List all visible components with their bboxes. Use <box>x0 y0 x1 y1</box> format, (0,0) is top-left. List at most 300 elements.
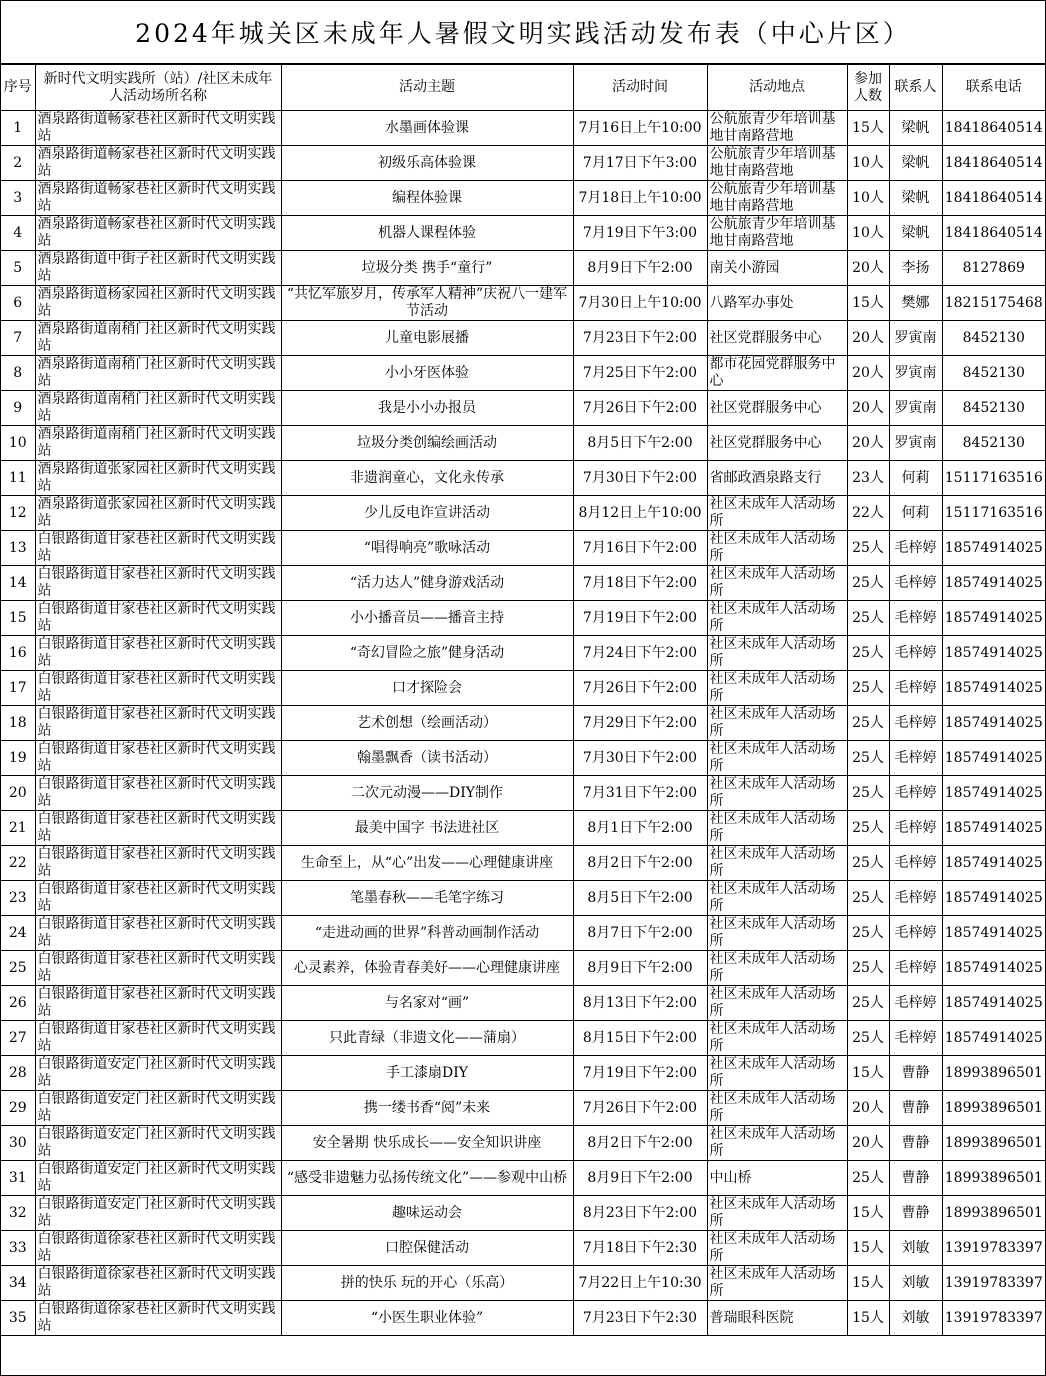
cell-contact-person: 毛梓婷 <box>889 811 942 846</box>
cell-contact-person: 何莉 <box>889 496 942 531</box>
cell-contact-phone: 18993896501 <box>942 1091 1045 1126</box>
cell-contact-phone: 8127869 <box>942 251 1045 286</box>
cell-activity-place: 省邮政酒泉路支行 <box>707 461 847 496</box>
cell-activity-place: 社区未成年人活动场所 <box>707 566 847 601</box>
cell-site-name: 白银路街道甘家巷社区新时代文明实践站 <box>35 741 281 776</box>
cell-contact-phone: 13919783397 <box>942 1301 1045 1336</box>
cell-contact-person: 梁帆 <box>889 181 942 216</box>
cell-contact-person: 曹静 <box>889 1126 942 1161</box>
cell-activity-place: 社区党群服务中心 <box>707 391 847 426</box>
cell-activity-topic: 艺术创想（绘画活动） <box>281 706 573 741</box>
cell-activity-topic: “唱得响亮”歌咏活动 <box>281 531 573 566</box>
cell-site-name: 白银路街道甘家巷社区新时代文明实践站 <box>35 846 281 881</box>
cell-contact-phone: 18993896501 <box>942 1056 1045 1091</box>
cell-activity-topic: “奇幻冒险之旅”健身活动 <box>281 636 573 671</box>
cell-activity-time: 8月15日下午2:00 <box>573 1021 707 1056</box>
cell-activity-time: 7月19日下午3:00 <box>573 216 707 251</box>
table-row <box>1 776 1045 811</box>
cell-activity-topic: 只此青绿（非遗文化——蒲扇） <box>281 1021 573 1056</box>
table-row <box>1 321 1045 356</box>
cell-contact-phone: 18993896501 <box>942 1196 1045 1231</box>
cell-no: 23 <box>1 881 35 916</box>
cell-participant-count: 25人 <box>847 706 889 741</box>
cell-no: 2 <box>1 146 35 181</box>
cell-no: 24 <box>1 916 35 951</box>
cell-activity-time: 7月19日下午2:00 <box>573 601 707 636</box>
cell-site-name: 酒泉路街道畅家巷社区新时代文明实践站 <box>35 111 281 146</box>
cell-activity-time: 7月25日下午2:00 <box>573 356 707 391</box>
cell-site-name: 白银路街道甘家巷社区新时代文明实践站 <box>35 811 281 846</box>
cell-site-name: 酒泉路街道南稍门社区新时代文明实践站 <box>35 356 281 391</box>
cell-contact-person: 曹静 <box>889 1161 942 1196</box>
table-row <box>1 1266 1045 1301</box>
cell-activity-place: 社区未成年人活动场所 <box>707 706 847 741</box>
cell-activity-topic: 儿童电影展播 <box>281 321 573 356</box>
cell-no: 6 <box>1 286 35 321</box>
cell-site-name: 白银路街道安定门社区新时代文明实践站 <box>35 1126 281 1161</box>
cell-activity-place: 社区未成年人活动场所 <box>707 811 847 846</box>
cell-activity-place: 社区未成年人活动场所 <box>707 1091 847 1126</box>
cell-no: 25 <box>1 951 35 986</box>
table-row <box>1 461 1045 496</box>
cell-activity-time: 7月29日下午2:00 <box>573 706 707 741</box>
cell-contact-person: 毛梓婷 <box>889 776 942 811</box>
cell-contact-person: 毛梓婷 <box>889 671 942 706</box>
cell-participant-count: 25人 <box>847 566 889 601</box>
cell-contact-person: 毛梓婷 <box>889 1021 942 1056</box>
cell-contact-person: 毛梓婷 <box>889 986 942 1021</box>
table-row <box>1 706 1045 741</box>
cell-activity-topic: 口腔保健活动 <box>281 1231 573 1266</box>
cell-site-name: 白银路街道甘家巷社区新时代文明实践站 <box>35 776 281 811</box>
header-cell-time: 活动时间 <box>573 65 707 111</box>
cell-participant-count: 15人 <box>847 1301 889 1336</box>
cell-activity-place: 社区未成年人活动场所 <box>707 881 847 916</box>
cell-contact-phone: 18574914025 <box>942 671 1045 706</box>
header-cell-phone: 联系电话 <box>942 65 1045 111</box>
cell-contact-phone: 18993896501 <box>942 1161 1045 1196</box>
table-row <box>1 1056 1045 1091</box>
cell-contact-person: 樊娜 <box>889 286 942 321</box>
cell-activity-time: 7月22日上午10:30 <box>573 1266 707 1301</box>
cell-participant-count: 25人 <box>847 846 889 881</box>
cell-activity-topic: “共忆军旅岁月，传承军人精神”庆祝八一建军节活动 <box>281 286 573 321</box>
cell-contact-person: 曹静 <box>889 1056 942 1091</box>
cell-contact-phone: 18574914025 <box>942 951 1045 986</box>
cell-contact-person: 罗寅南 <box>889 321 942 356</box>
cell-site-name: 白银路街道甘家巷社区新时代文明实践站 <box>35 671 281 706</box>
cell-contact-phone: 15117163516 <box>942 496 1045 531</box>
cell-activity-time: 7月30日下午2:00 <box>573 461 707 496</box>
cell-contact-phone: 18574914025 <box>942 776 1045 811</box>
cell-activity-place: 社区未成年人活动场所 <box>707 1231 847 1266</box>
table-row <box>1 216 1045 251</box>
table-row <box>1 426 1045 461</box>
cell-site-name: 白银路街道甘家巷社区新时代文明实践站 <box>35 986 281 1021</box>
table-row <box>1 811 1045 846</box>
cell-activity-topic: 手工漆扇DIY <box>281 1056 573 1091</box>
cell-participant-count: 10人 <box>847 216 889 251</box>
cell-contact-person: 毛梓婷 <box>889 636 942 671</box>
cell-contact-phone: 18574914025 <box>942 531 1045 566</box>
cell-contact-phone: 18418640514 <box>942 111 1045 146</box>
cell-no: 11 <box>1 461 35 496</box>
cell-activity-topic: 小小播音员——播音主持 <box>281 601 573 636</box>
cell-contact-phone: 13919783397 <box>942 1266 1045 1301</box>
header-cell-contact: 联系人 <box>889 65 942 111</box>
cell-activity-place: 社区未成年人活动场所 <box>707 776 847 811</box>
cell-activity-place: 社区未成年人活动场所 <box>707 741 847 776</box>
cell-site-name: 白银路街道安定门社区新时代文明实践站 <box>35 1196 281 1231</box>
cell-activity-topic: 非遗润童心，文化永传承 <box>281 461 573 496</box>
cell-participant-count: 20人 <box>847 321 889 356</box>
table-row <box>1 1301 1045 1336</box>
cell-contact-person: 罗寅南 <box>889 426 942 461</box>
cell-contact-phone: 18418640514 <box>942 181 1045 216</box>
cell-site-name: 白银路街道甘家巷社区新时代文明实践站 <box>35 1021 281 1056</box>
table-row <box>1 881 1045 916</box>
cell-activity-place: 公航旅青少年培训基地甘南路营地 <box>707 216 847 251</box>
cell-activity-topic: 编程体验课 <box>281 181 573 216</box>
cell-site-name: 白银路街道甘家巷社区新时代文明实践站 <box>35 951 281 986</box>
cell-site-name: 酒泉路街道杨家园社区新时代文明实践站 <box>35 286 281 321</box>
cell-activity-time: 7月19日下午2:00 <box>573 1056 707 1091</box>
cell-activity-time: 7月30日下午2:00 <box>573 741 707 776</box>
cell-contact-phone: 8452130 <box>942 356 1045 391</box>
cell-activity-topic: 口才探险会 <box>281 671 573 706</box>
cell-contact-phone: 18574914025 <box>942 846 1045 881</box>
cell-activity-place: 都市花园党群服务中心 <box>707 356 847 391</box>
cell-activity-place: 八路军办事处 <box>707 286 847 321</box>
cell-activity-topic: “小医生职业体验” <box>281 1301 573 1336</box>
cell-activity-time: 7月24日下午2:00 <box>573 636 707 671</box>
cell-site-name: 酒泉路街道南稍门社区新时代文明实践站 <box>35 321 281 356</box>
cell-participant-count: 20人 <box>847 391 889 426</box>
cell-activity-time: 7月16日上午10:00 <box>573 111 707 146</box>
cell-no: 27 <box>1 1021 35 1056</box>
cell-no: 21 <box>1 811 35 846</box>
cell-site-name: 白银路街道徐家巷社区新时代文明实践站 <box>35 1301 281 1336</box>
table-row <box>1 496 1045 531</box>
cell-activity-topic: “感受非遗魅力弘扬传统文化”——参观中山桥 <box>281 1161 573 1196</box>
cell-participant-count: 10人 <box>847 146 889 181</box>
cell-participant-count: 15人 <box>847 286 889 321</box>
cell-activity-topic: 垃圾分类创编绘画活动 <box>281 426 573 461</box>
cell-participant-count: 25人 <box>847 1021 889 1056</box>
cell-activity-time: 7月18日下午2:00 <box>573 566 707 601</box>
cell-activity-place: 公航旅青少年培训基地甘南路营地 <box>707 111 847 146</box>
cell-activity-place: 社区未成年人活动场所 <box>707 671 847 706</box>
cell-activity-topic: 水墨画体验课 <box>281 111 573 146</box>
cell-activity-topic: 与名家对“画” <box>281 986 573 1021</box>
cell-activity-time: 8月9日下午2:00 <box>573 251 707 286</box>
cell-participant-count: 25人 <box>847 951 889 986</box>
cell-contact-person: 何莉 <box>889 461 942 496</box>
cell-contact-phone: 18215175468 <box>942 286 1045 321</box>
cell-no: 35 <box>1 1301 35 1336</box>
cell-participant-count: 10人 <box>847 181 889 216</box>
cell-contact-person: 罗寅南 <box>889 356 942 391</box>
cell-participant-count: 15人 <box>847 1056 889 1091</box>
cell-contact-phone: 18993896501 <box>942 1126 1045 1161</box>
cell-participant-count: 25人 <box>847 1161 889 1196</box>
cell-no: 33 <box>1 1231 35 1266</box>
table-row <box>1 391 1045 426</box>
cell-activity-topic: 少儿反电诈宣讲活动 <box>281 496 573 531</box>
cell-site-name: 白银路街道徐家巷社区新时代文明实践站 <box>35 1266 281 1301</box>
table-row <box>1 916 1045 951</box>
table-row <box>1 1126 1045 1161</box>
cell-participant-count: 20人 <box>847 1126 889 1161</box>
cell-contact-person: 梁帆 <box>889 216 942 251</box>
table-row <box>1 146 1045 181</box>
cell-site-name: 白银路街道安定门社区新时代文明实践站 <box>35 1091 281 1126</box>
cell-activity-topic: 我是小小办报员 <box>281 391 573 426</box>
cell-contact-phone: 15117163516 <box>942 461 1045 496</box>
cell-contact-person: 毛梓婷 <box>889 951 942 986</box>
cell-activity-place: 社区未成年人活动场所 <box>707 601 847 636</box>
cell-participant-count: 22人 <box>847 496 889 531</box>
cell-no: 34 <box>1 1266 35 1301</box>
cell-activity-topic: “走进动画的世界”科普动画制作活动 <box>281 916 573 951</box>
cell-activity-place: 社区党群服务中心 <box>707 426 847 461</box>
cell-contact-person: 毛梓婷 <box>889 601 942 636</box>
cell-contact-phone: 8452130 <box>942 321 1045 356</box>
cell-activity-place: 公航旅青少年培训基地甘南路营地 <box>707 146 847 181</box>
cell-participant-count: 25人 <box>847 776 889 811</box>
cell-no: 26 <box>1 986 35 1021</box>
cell-contact-person: 毛梓婷 <box>889 916 942 951</box>
cell-activity-place: 社区未成年人活动场所 <box>707 1126 847 1161</box>
cell-contact-phone: 18574914025 <box>942 741 1045 776</box>
cell-activity-topic: “活力达人”健身游戏活动 <box>281 566 573 601</box>
cell-participant-count: 15人 <box>847 111 889 146</box>
cell-activity-place: 南关小游园 <box>707 251 847 286</box>
cell-participant-count: 23人 <box>847 461 889 496</box>
cell-activity-topic: 生命至上，从“心”出发——心理健康讲座 <box>281 846 573 881</box>
cell-site-name: 酒泉路街道南稍门社区新时代文明实践站 <box>35 426 281 461</box>
cell-contact-person: 刘敏 <box>889 1266 942 1301</box>
cell-activity-time: 8月13日下午2:00 <box>573 986 707 1021</box>
cell-activity-place: 社区未成年人活动场所 <box>707 1056 847 1091</box>
cell-no: 30 <box>1 1126 35 1161</box>
cell-activity-time: 7月31日下午2:00 <box>573 776 707 811</box>
table-row <box>1 671 1045 706</box>
cell-activity-place: 社区未成年人活动场所 <box>707 986 847 1021</box>
cell-activity-time: 8月12日上午10:00 <box>573 496 707 531</box>
cell-activity-topic: 小小牙医体验 <box>281 356 573 391</box>
cell-site-name: 白银路街道甘家巷社区新时代文明实践站 <box>35 636 281 671</box>
cell-activity-time: 7月16日下午2:00 <box>573 531 707 566</box>
cell-activity-place: 中山桥 <box>707 1161 847 1196</box>
cell-activity-place: 社区未成年人活动场所 <box>707 1196 847 1231</box>
page-title: 2024年城关区未成年人暑假文明实践活动发布表（中心片区） <box>1 1 1045 64</box>
cell-contact-person: 曹静 <box>889 1196 942 1231</box>
cell-activity-topic: 携一缕书香“阅”未来 <box>281 1091 573 1126</box>
cell-participant-count: 20人 <box>847 426 889 461</box>
cell-activity-time: 8月9日下午2:00 <box>573 951 707 986</box>
cell-site-name: 白银路街道甘家巷社区新时代文明实践站 <box>35 566 281 601</box>
cell-activity-place: 社区未成年人活动场所 <box>707 496 847 531</box>
cell-participant-count: 25人 <box>847 636 889 671</box>
table-row <box>1 111 1045 146</box>
cell-no: 16 <box>1 636 35 671</box>
cell-contact-person: 李扬 <box>889 251 942 286</box>
cell-contact-phone: 18418640514 <box>942 146 1045 181</box>
cell-participant-count: 20人 <box>847 356 889 391</box>
cell-activity-time: 8月2日下午2:00 <box>573 846 707 881</box>
cell-activity-topic: 安全暑期 快乐成长——安全知识讲座 <box>281 1126 573 1161</box>
cell-site-name: 白银路街道甘家巷社区新时代文明实践站 <box>35 706 281 741</box>
cell-site-name: 白银路街道甘家巷社区新时代文明实践站 <box>35 916 281 951</box>
cell-contact-phone: 18574914025 <box>942 636 1045 671</box>
cell-contact-person: 刘敏 <box>889 1231 942 1266</box>
cell-no: 17 <box>1 671 35 706</box>
table-row <box>1 1021 1045 1056</box>
cell-contact-phone: 18574914025 <box>942 566 1045 601</box>
cell-participant-count: 25人 <box>847 601 889 636</box>
cell-contact-phone: 18574914025 <box>942 986 1045 1021</box>
cell-participant-count: 20人 <box>847 1091 889 1126</box>
cell-contact-person: 毛梓婷 <box>889 706 942 741</box>
cell-site-name: 白银路街道安定门社区新时代文明实践站 <box>35 1161 281 1196</box>
cell-participant-count: 25人 <box>847 741 889 776</box>
cell-activity-time: 7月23日下午2:30 <box>573 1301 707 1336</box>
cell-contact-phone: 18574914025 <box>942 601 1045 636</box>
cell-no: 3 <box>1 181 35 216</box>
cell-contact-person: 曹静 <box>889 1091 942 1126</box>
cell-activity-place: 社区未成年人活动场所 <box>707 1266 847 1301</box>
cell-contact-phone: 13919783397 <box>942 1231 1045 1266</box>
cell-activity-time: 8月2日下午2:00 <box>573 1126 707 1161</box>
cell-activity-place: 社区未成年人活动场所 <box>707 951 847 986</box>
cell-activity-topic: 初级乐高体验课 <box>281 146 573 181</box>
cell-participant-count: 15人 <box>847 1231 889 1266</box>
cell-participant-count: 15人 <box>847 1196 889 1231</box>
cell-activity-time: 8月7日下午2:00 <box>573 916 707 951</box>
cell-activity-time: 8月1日下午2:00 <box>573 811 707 846</box>
cell-no: 20 <box>1 776 35 811</box>
cell-contact-person: 罗寅南 <box>889 391 942 426</box>
cell-activity-topic: 机器人课程体验 <box>281 216 573 251</box>
cell-activity-place: 社区未成年人活动场所 <box>707 531 847 566</box>
cell-activity-topic: 最美中国字 书法进社区 <box>281 811 573 846</box>
cell-site-name: 白银路街道安定门社区新时代文明实践站 <box>35 1056 281 1091</box>
cell-no: 8 <box>1 356 35 391</box>
cell-participant-count: 20人 <box>847 251 889 286</box>
cell-activity-time: 7月18日下午2:30 <box>573 1231 707 1266</box>
cell-site-name: 酒泉路街道畅家巷社区新时代文明实践站 <box>35 216 281 251</box>
table-row <box>1 286 1045 321</box>
cell-activity-topic: 二次元动漫——DIY制作 <box>281 776 573 811</box>
cell-contact-phone: 18574914025 <box>942 881 1045 916</box>
cell-contact-phone: 18574914025 <box>942 1021 1045 1056</box>
cell-no: 15 <box>1 601 35 636</box>
cell-participant-count: 25人 <box>847 986 889 1021</box>
cell-contact-person: 梁帆 <box>889 146 942 181</box>
cell-site-name: 白银路街道徐家巷社区新时代文明实践站 <box>35 1231 281 1266</box>
cell-site-name: 酒泉路街道南稍门社区新时代文明实践站 <box>35 391 281 426</box>
cell-contact-phone: 8452130 <box>942 391 1045 426</box>
cell-activity-time: 7月18日上午10:00 <box>573 181 707 216</box>
table-row <box>1 951 1045 986</box>
cell-contact-person: 梁帆 <box>889 111 942 146</box>
table-row <box>1 1091 1045 1126</box>
cell-contact-person: 毛梓婷 <box>889 741 942 776</box>
cell-contact-phone: 18574914025 <box>942 811 1045 846</box>
cell-participant-count: 25人 <box>847 671 889 706</box>
cell-site-name: 酒泉路街道畅家巷社区新时代文明实践站 <box>35 181 281 216</box>
cell-activity-topic: 翰墨飘香（读书活动） <box>281 741 573 776</box>
cell-activity-time: 8月23日下午2:00 <box>573 1196 707 1231</box>
cell-activity-place: 普瑞眼科医院 <box>707 1301 847 1336</box>
header-cell-site: 新时代文明实践所（站）/社区未成年人活动场所名称 <box>35 65 281 111</box>
cell-no: 32 <box>1 1196 35 1231</box>
header-row <box>1 65 1045 111</box>
header-cell-topic: 活动主题 <box>281 65 573 111</box>
cell-no: 12 <box>1 496 35 531</box>
cell-no: 29 <box>1 1091 35 1126</box>
cell-no: 4 <box>1 216 35 251</box>
table-row <box>1 566 1045 601</box>
cell-site-name: 白银路街道甘家巷社区新时代文明实践站 <box>35 531 281 566</box>
cell-activity-place: 公航旅青少年培训基地甘南路营地 <box>707 181 847 216</box>
cell-contact-phone: 18418640514 <box>942 216 1045 251</box>
cell-site-name: 酒泉路街道中街子社区新时代文明实践站 <box>35 251 281 286</box>
activity-table <box>1 64 1045 1336</box>
cell-contact-phone: 18574914025 <box>942 916 1045 951</box>
cell-site-name: 酒泉路街道张家园社区新时代文明实践站 <box>35 461 281 496</box>
header-cell-count: 参加人数 <box>847 65 889 111</box>
cell-activity-topic: 垃圾分类 携手“童行” <box>281 251 573 286</box>
header-cell-place: 活动地点 <box>707 65 847 111</box>
table-row <box>1 986 1045 1021</box>
table-row <box>1 1196 1045 1231</box>
cell-site-name: 白银路街道甘家巷社区新时代文明实践站 <box>35 601 281 636</box>
table-row <box>1 181 1045 216</box>
cell-activity-time: 7月26日下午2:00 <box>573 391 707 426</box>
cell-no: 31 <box>1 1161 35 1196</box>
cell-no: 10 <box>1 426 35 461</box>
cell-site-name: 酒泉路街道畅家巷社区新时代文明实践站 <box>35 146 281 181</box>
cell-activity-place: 社区未成年人活动场所 <box>707 916 847 951</box>
cell-activity-time: 7月30日上午10:00 <box>573 286 707 321</box>
cell-no: 5 <box>1 251 35 286</box>
cell-no: 22 <box>1 846 35 881</box>
table-row <box>1 846 1045 881</box>
cell-contact-person: 刘敏 <box>889 1301 942 1336</box>
table-row <box>1 356 1045 391</box>
cell-contact-phone: 18574914025 <box>942 706 1045 741</box>
cell-activity-time: 8月9日下午2:00 <box>573 1161 707 1196</box>
table-row <box>1 251 1045 286</box>
cell-no: 18 <box>1 706 35 741</box>
cell-site-name: 酒泉路街道张家园社区新时代文明实践站 <box>35 496 281 531</box>
cell-contact-person: 毛梓婷 <box>889 881 942 916</box>
cell-activity-topic: 心灵素养，体验青春美好——心理健康讲座 <box>281 951 573 986</box>
table-body <box>1 111 1045 1336</box>
table-row <box>1 1231 1045 1266</box>
cell-activity-time: 7月26日下午2:00 <box>573 671 707 706</box>
cell-activity-topic: 趣味运动会 <box>281 1196 573 1231</box>
table-row <box>1 1161 1045 1196</box>
cell-activity-place: 社区未成年人活动场所 <box>707 636 847 671</box>
cell-activity-time: 8月5日下午2:00 <box>573 881 707 916</box>
table-row <box>1 601 1045 636</box>
cell-activity-time: 7月26日下午2:00 <box>573 1091 707 1126</box>
cell-activity-place: 社区未成年人活动场所 <box>707 846 847 881</box>
cell-participant-count: 25人 <box>847 531 889 566</box>
